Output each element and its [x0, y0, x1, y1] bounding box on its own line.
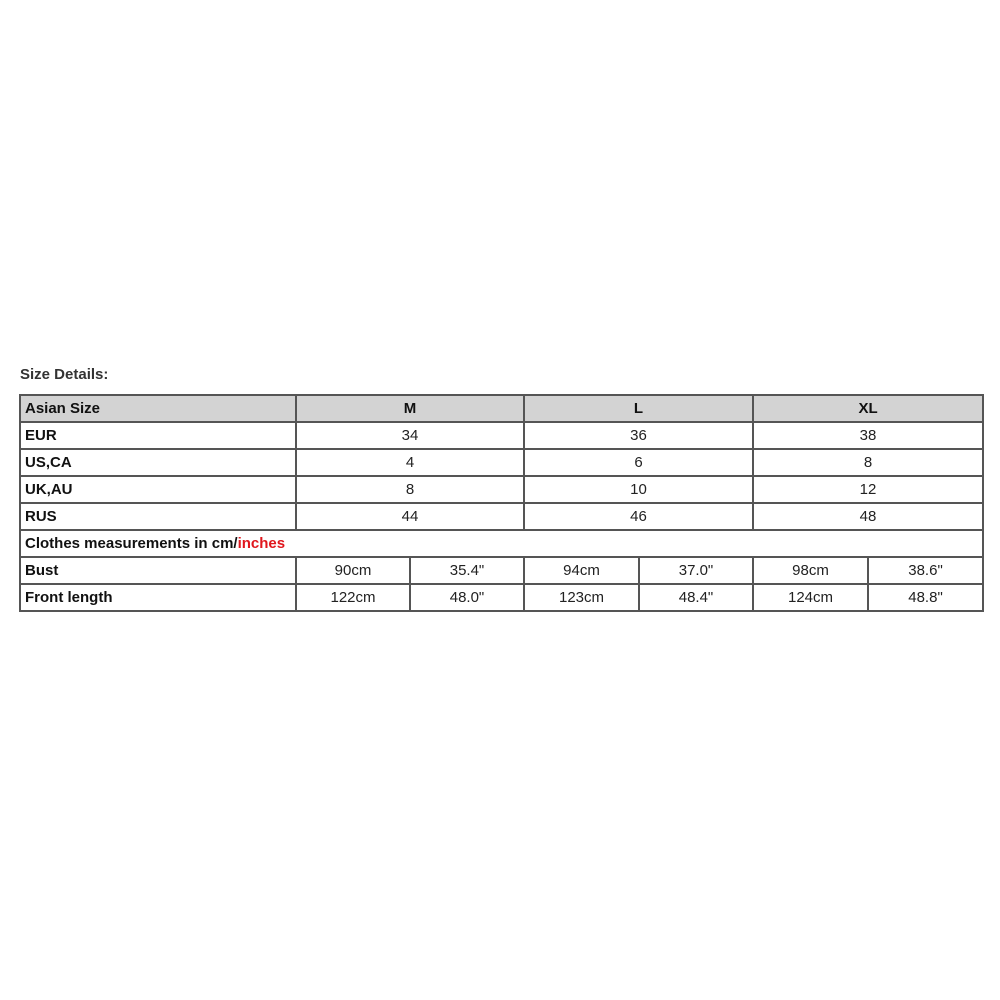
size-header-row [20, 395, 983, 422]
table-row-rus [20, 503, 983, 530]
row-label: Front length [20, 584, 296, 611]
cell-value: 48.0" [410, 584, 524, 611]
cell-value: 8 [753, 449, 983, 476]
cell-value: 12 [753, 476, 983, 503]
cell-value: 4 [296, 449, 524, 476]
table-row-eur [20, 422, 983, 449]
cell-value: 124cm [753, 584, 868, 611]
cell-value: 6 [524, 449, 753, 476]
cell-value: 90cm [296, 557, 410, 584]
measurements-note-highlight: inches [237, 535, 286, 552]
cell-value: 38 [753, 422, 983, 449]
measurements-note [20, 530, 983, 557]
cell-value: 48.4" [639, 584, 753, 611]
table-row-uk-au [20, 476, 983, 503]
size-xl-header: XL [753, 395, 983, 422]
row-label: US,CA [20, 449, 296, 476]
cell-value: 8 [296, 476, 524, 503]
cell-value: 34 [296, 422, 524, 449]
cell-value: 37.0" [639, 557, 753, 584]
measurements-note-row [20, 530, 983, 557]
cell-value: 122cm [296, 584, 410, 611]
size-l-header: L [524, 395, 753, 422]
cell-value: 44 [296, 503, 524, 530]
cell-value: 38.6" [868, 557, 983, 584]
asian-size-label: Asian Size [20, 395, 296, 422]
size-chart-table [19, 394, 984, 612]
cell-value: 36 [524, 422, 753, 449]
size-m-header: M [296, 395, 524, 422]
row-label: Bust [20, 557, 296, 584]
cell-value: 35.4" [410, 557, 524, 584]
measurements-note-prefix: Clothes measurements in cm/ [25, 535, 238, 552]
row-label: RUS [20, 503, 296, 530]
cell-value: 46 [524, 503, 753, 530]
table-row-front-length [20, 584, 983, 611]
table-row-us-ca [20, 449, 983, 476]
cell-value: 123cm [524, 584, 639, 611]
row-label: UK,AU [20, 476, 296, 503]
cell-value: 48 [753, 503, 983, 530]
cell-value: 48.8" [868, 584, 983, 611]
cell-value: 10 [524, 476, 753, 503]
table-row-bust [20, 557, 983, 584]
size-details-title: Size Details: [20, 366, 109, 383]
cell-value: 98cm [753, 557, 868, 584]
row-label: EUR [20, 422, 296, 449]
cell-value: 94cm [524, 557, 639, 584]
